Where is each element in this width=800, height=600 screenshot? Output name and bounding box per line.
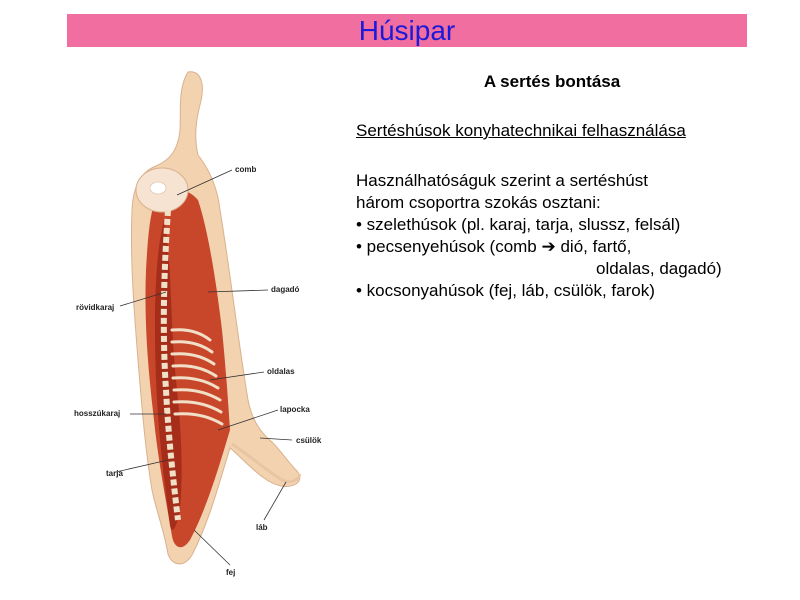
intro-line-1: Használhatóságuk szerint a sertéshúst <box>356 171 648 190</box>
bullet-pecsenyehusok <box>356 236 776 258</box>
bullet-pecsenyehusok-end: dió, fartő, <box>555 237 632 256</box>
leader-fej <box>194 530 230 565</box>
bullet-szelethusok: • szelethúsok (pl. karaj, tarja, slussz, felsál) <box>356 215 681 234</box>
slide-subtitle: A sertés bontása <box>483 72 621 91</box>
label-comb: comb <box>235 165 257 174</box>
label-tarja: tarja <box>106 469 123 478</box>
body-text <box>356 170 776 302</box>
leader-lab <box>264 482 286 520</box>
section-heading: Sertéshúsok konyhatechnikai felhasználása <box>356 121 686 140</box>
comb-bone <box>150 182 166 194</box>
bullet-pecsenyehusok-start: • pecsenyehúsok (comb <box>356 237 542 256</box>
label-hosszukaraj: hosszúkaraj <box>74 409 121 418</box>
arrow-icon: ➔ <box>541 237 556 256</box>
slide-title: Húsipar <box>358 15 456 46</box>
label-csulok: csülök <box>296 436 322 445</box>
pork-carcass-diagram <box>60 60 350 585</box>
label-lab: láb <box>256 523 268 532</box>
label-lapocka: lapocka <box>280 405 310 414</box>
label-fej: fej <box>226 568 236 577</box>
intro-line-2: három csoportra szokás osztani: <box>356 193 601 212</box>
bullet-pecsenyehusok-continued: oldalas, dagadó) <box>596 259 722 278</box>
label-oldalas: oldalas <box>267 367 295 376</box>
label-dagado: dagadó <box>271 285 300 294</box>
label-rovidkaraj: rövidkaraj <box>76 303 115 312</box>
bullet-kocsonyahusok: • kocsonyahúsok (fej, láb, csülök, farok) <box>356 281 655 300</box>
title-bar <box>67 14 747 47</box>
